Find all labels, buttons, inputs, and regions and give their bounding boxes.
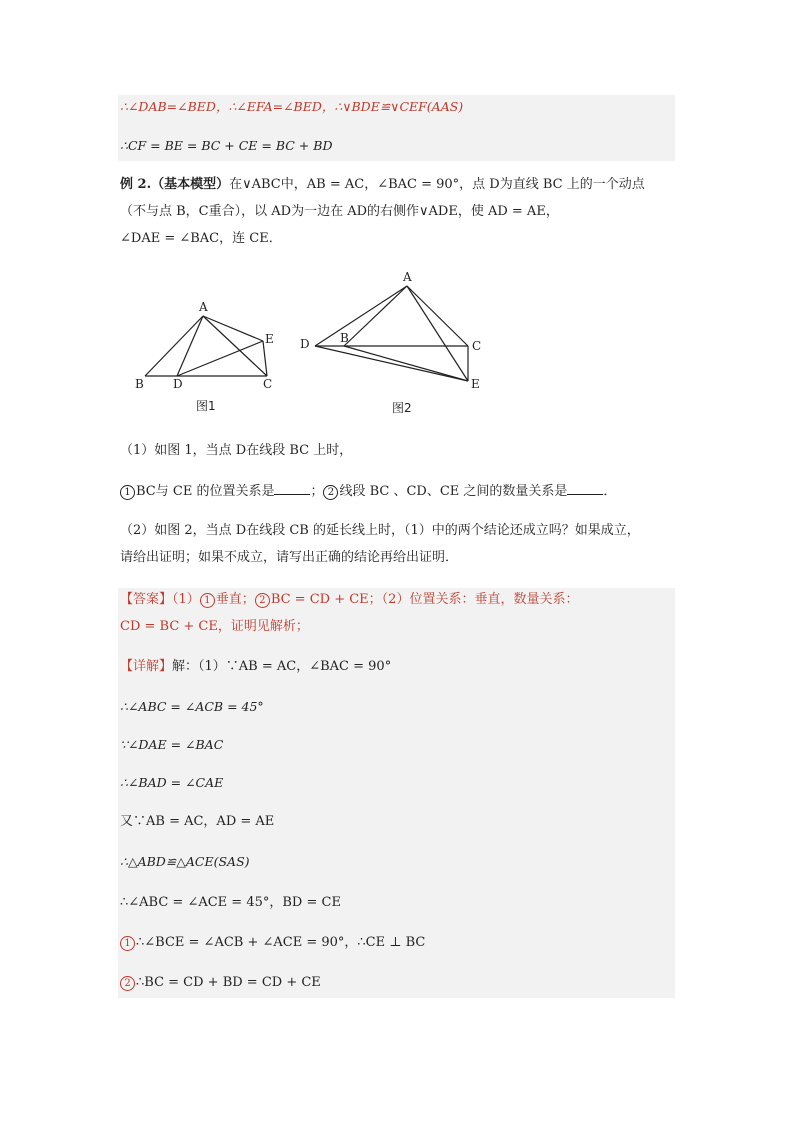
fig2-label-e: E <box>471 377 480 391</box>
circled-number-2: 2 <box>120 976 135 991</box>
example-line-1: 例 2.（基本模型）在∨ABC中，AB = AC，∠BAC = 90°，点 D为直线 BC 上的一个动点 <box>120 177 645 192</box>
figure-2 <box>296 268 496 418</box>
detail-line-4: ∴∠BAD = ∠CAE <box>120 775 224 790</box>
detail-line-6: ∴△ABD≌△ACE(SAS) <box>120 854 250 869</box>
circled-number-2: 2 <box>323 485 338 500</box>
detail-line-8: 1 ∴∠BCE = ∠ACB + ∠ACE = 90°，∴CE ⊥ BC <box>120 934 425 952</box>
proof-line-cf: ∴CF = BE = BC + CE = BC + BD <box>120 138 333 153</box>
detail-line-5: 又∵AB = AC，AD = AE <box>120 814 275 829</box>
question-1-parts: 1 BC与 CE 的位置关系是 ； 2 线段 BC 、CD、CE 之间的数量关系是 ． <box>120 482 616 501</box>
detail-line-2: ∴∠ABC = ∠ACB = 45° <box>120 699 264 714</box>
fig2-label-b: B <box>340 331 349 345</box>
question-1: （1）如图 1，当点 D在线段 BC 上时， <box>120 443 353 458</box>
detail-line-9: 2 ∴BC = CD + BD = CD + CE <box>120 974 321 992</box>
detail-line-1: 【详解】解：（1）∵AB = AC，∠BAC = 90° <box>120 659 392 674</box>
detail-line-3: ∵∠DAE = ∠BAC <box>120 737 224 752</box>
fig2-label-a: A <box>403 270 412 284</box>
answer-line-2: CD = BC + CE，证明见解析； <box>120 619 309 634</box>
detail-line-7: ∴∠ABC = ∠ACE = 45°，BD = CE <box>120 895 341 910</box>
fig2-caption: 图2 <box>392 401 412 415</box>
fig2-label-c: C <box>472 339 482 353</box>
fig1-caption: 图1 <box>196 399 216 413</box>
example-line-2: （不与点 B，C重合），以 AD为一边在 AD的右侧作∨ADE，使 AD = AE， <box>120 204 559 219</box>
question-2-line-1: （2）如图 2，当点 D在线段 CB 的延长线上时，（1）中的两个结论还成立吗？如果成立， <box>120 523 640 538</box>
answer-line-1: 【答案】（1） 1 垂直； 2 BC = CD + CE；（2）位置关系：垂直，数量关系： <box>120 592 579 607</box>
example-line-3: ∠DAE = ∠BAC，连 CE． <box>120 231 282 246</box>
circled-number-1: 1 <box>200 593 215 608</box>
fig1-label-c: C <box>263 377 273 391</box>
fig1-label-b: B <box>135 377 144 391</box>
circled-number-1: 1 <box>120 936 135 951</box>
answer-label: 【答案】 <box>120 592 173 607</box>
question-2-line-2: 请给出证明；如果不成立，请写出正确的结论再给出证明． <box>120 550 459 565</box>
figure-1 <box>130 296 290 416</box>
proof-line-congruence: ∴∠DAB=∠BED，∴∠EFA=∠BED，∴∨BDE≌∨CEF(AAS) <box>120 99 464 114</box>
circled-number-2: 2 <box>255 593 270 608</box>
circled-number-1: 1 <box>120 485 135 500</box>
answer-blank-2[interactable] <box>567 482 603 495</box>
fig1-label-e: E <box>265 332 274 346</box>
answer-blank-1[interactable] <box>274 482 310 495</box>
example-label: 例 2.（基本模型） <box>120 177 230 192</box>
detail-label: 【详解】 <box>120 659 173 674</box>
fig2-label-d: D <box>300 337 310 351</box>
fig1-label-a: A <box>199 300 208 314</box>
fig1-label-d: D <box>173 377 183 391</box>
